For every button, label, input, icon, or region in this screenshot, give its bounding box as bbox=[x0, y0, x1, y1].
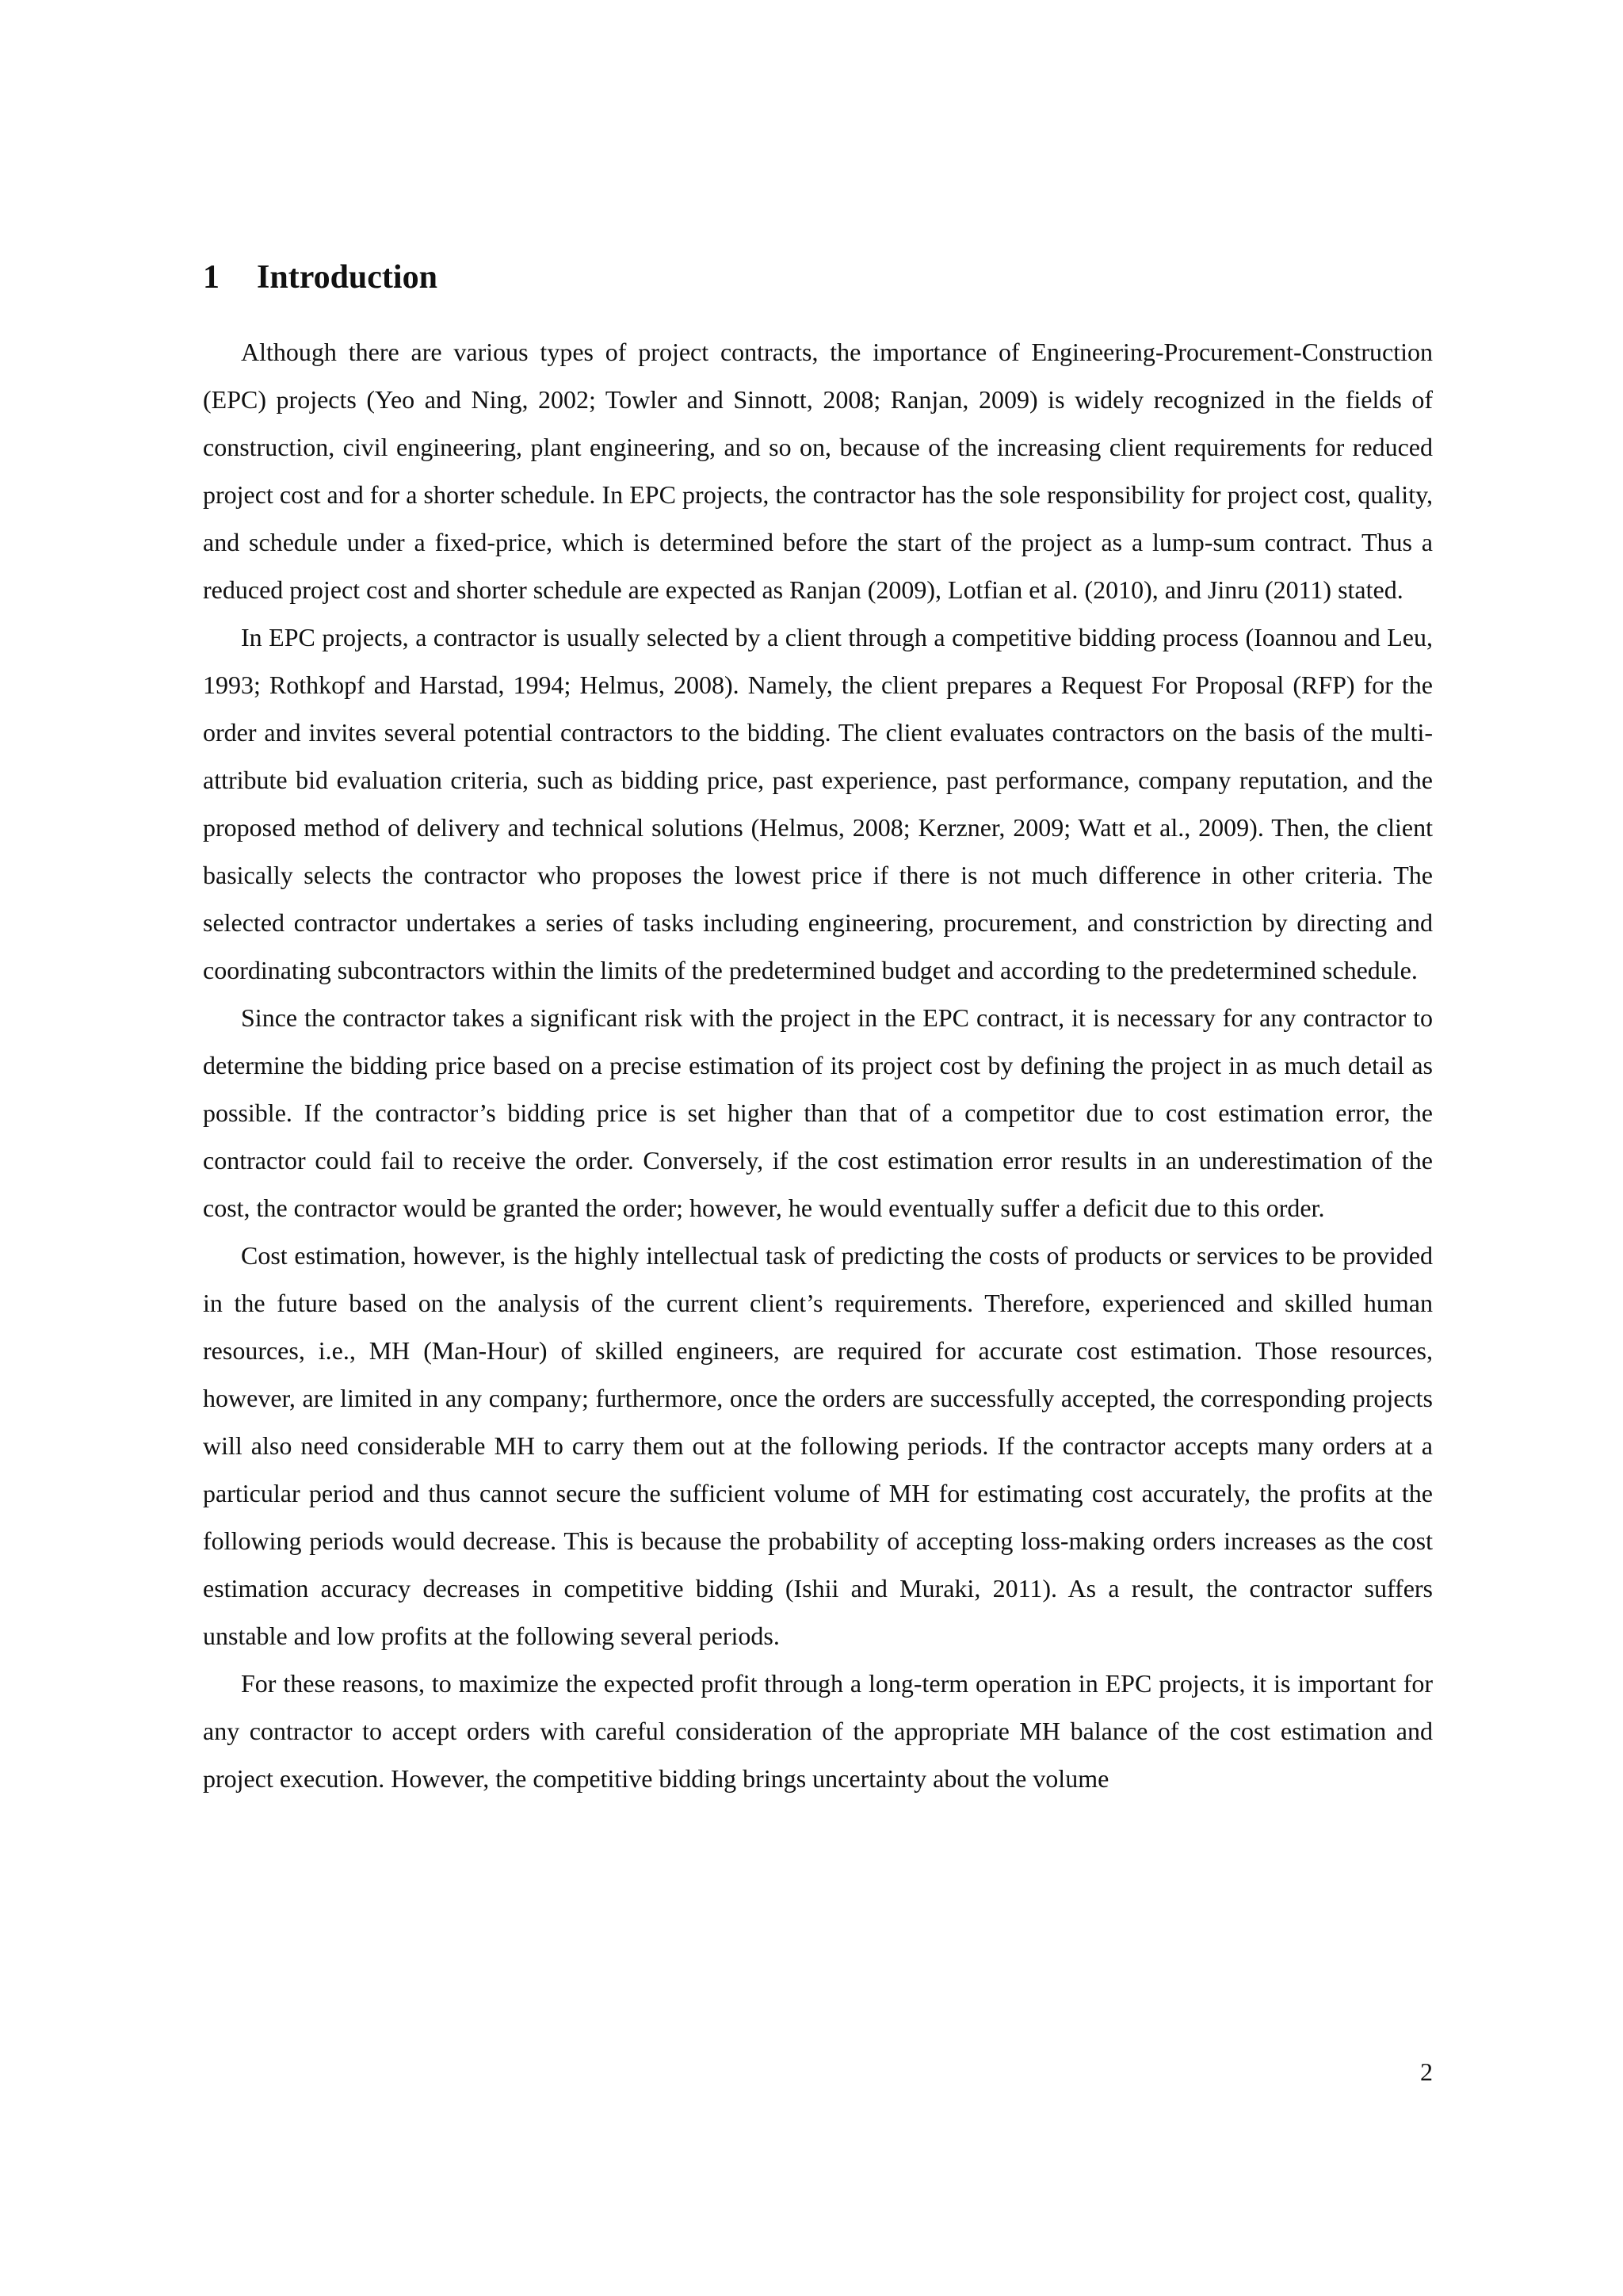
paragraph: Although there are various types of project contracts, the importance of Engineering-Procurement-Construction (EPC) projects (Yeo and Ning, 2002; Towler and Sinnott, 2008; Ranjan, 2009) is widely recognized in the fields of construction, civil engineering, plant engineering, and so on, because of the increasing client requirements for reduced project cost and for a shorter schedule. In EPC projects, the contractor has the sole responsibility for project cost, quality, and schedule under a fixed-price, which is determined before the start of the project as a lump-sum contract. Thus a reduced project cost and shorter schedule are expected as Ranjan (2009), Lotfian et al. (2010), and Jinru (2011) stated. bbox=[203, 338, 1433, 604]
page-number: 2 bbox=[1420, 2057, 1433, 2086]
paragraph: For these reasons, to maximize the expected profit through a long-term operation in EPC projects, it is important for any contractor to accept orders with careful consideration of the appropriate MH balance of the cost estimation and project execution. However, the competitive bidding brings uncertainty about the volume bbox=[203, 1669, 1433, 1793]
section-title: Introduction bbox=[257, 259, 437, 296]
paragraph: In EPC projects, a contractor is usually selected by a client through a competitive bidding process (Ioannou and Leu, 1993; Rothkopf and Harstad, 1994; Helmus, 2008). Namely, the client prepares a Request For Proposal (RFP) for the order and invites several potential contractors to the bidding. The client evaluates contractors on the basis of the multi-attribute bid evaluation criteria, such as bidding price, past experience, past performance, company reputation, and the proposed method of delivery and technical solutions (Helmus, 2008; Kerzner, 2009; Watt et al., 2009). Then, the client basically selects the contractor who proposes the lowest price if there is not much difference in other criteria. The selected contractor undertakes a series of tasks including engineering, procurement, and constriction by directing and coordinating subcontractors within the limits of the predetermined budget and according to the predetermined schedule. bbox=[203, 623, 1433, 984]
paragraph: Cost estimation, however, is the highly intellectual task of predicting the costs of products or services to be provided in the future based on the analysis of the current client’s requirements. Therefore, experienced and skilled human resources, i.e., MH (Man-Hour) of skilled engineers, are required for accurate cost estimation. Those resources, however, are limited in any company; furthermore, once the orders are successfully accepted, the corresponding projects will also need considerable MH to carry them out at the following periods. If the contractor accepts many orders at a particular period and thus cannot secure the sufficient volume of MH for estimating cost accurately, the profits at the following periods would decrease. This is because the probability of accepting loss-making orders increases as the cost estimation accuracy decreases in competitive bidding (Ishii and Muraki, 2011). As a result, the contractor suffers unstable and low profits at the following several periods. bbox=[203, 1241, 1433, 1650]
body-text bbox=[203, 328, 1433, 1802]
paragraph: Since the contractor takes a significant risk with the project in the EPC contract, it is necessary for any contractor to determine the bidding price based on a precise estimation of its project cost by defining the project in as much detail as possible. If the contractor’s bidding price is set higher than that of a competitor due to cost estimation error, the contractor could fail to receive the order. Conversely, if the cost estimation error results in an underestimation of the cost, the contractor would be granted the order; however, he would eventually suffer a deficit due to this order. bbox=[203, 1003, 1433, 1222]
section-heading bbox=[203, 254, 437, 301]
section-number: 1 bbox=[203, 259, 220, 296]
